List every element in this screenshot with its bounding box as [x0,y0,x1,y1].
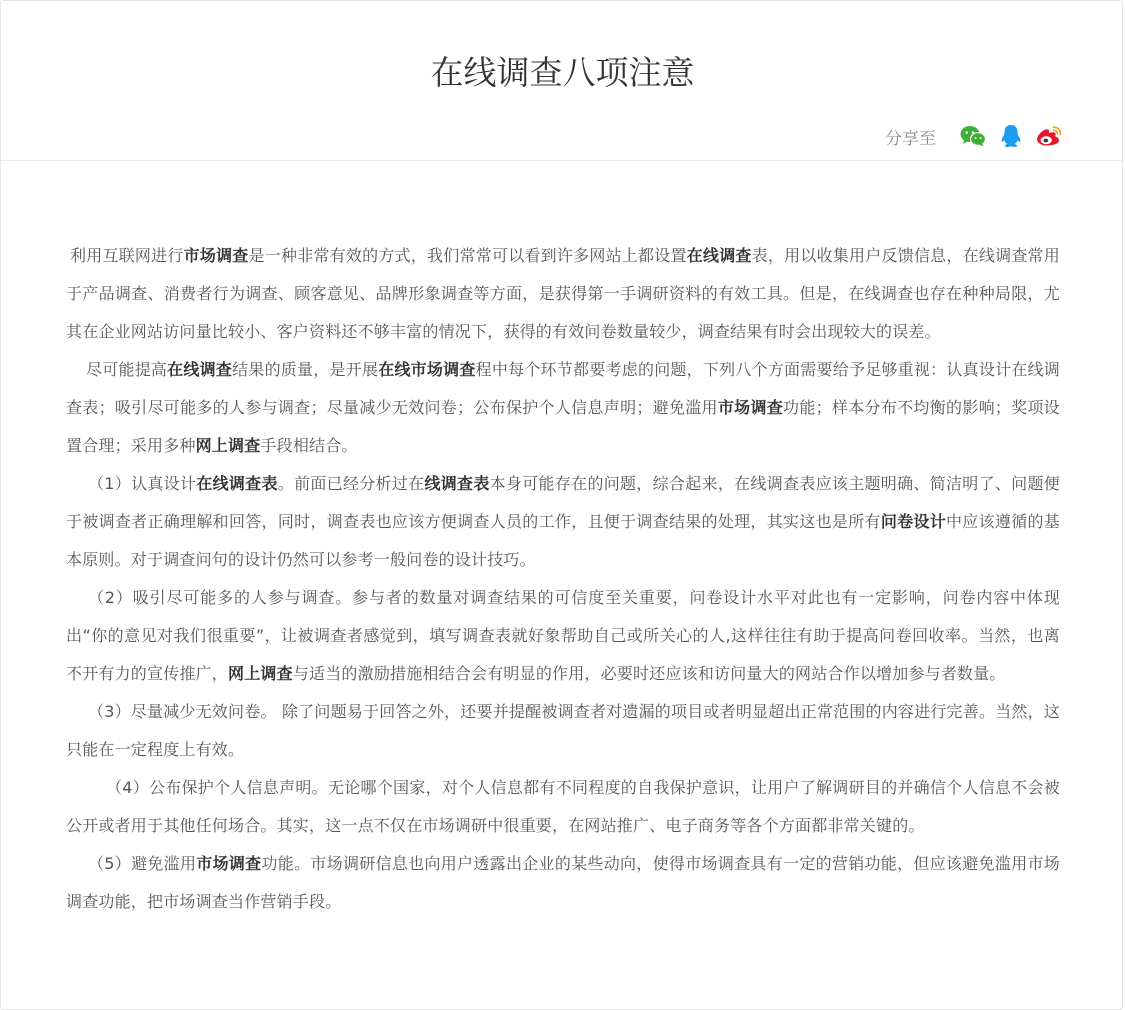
weibo-icon [1036,125,1062,147]
paragraph-text: 手段相结合。 [260,436,358,455]
paragraph-text: 程中每个环节都要考虑的问题，下列八个方面需要给予足够重视：认真设计在线调查表；吸引尽可能多的人参与调查；尽量减少无效问卷；公布保护个人信息声明；避免滥用 [66,360,1060,417]
article-header [1,1,1124,161]
keyword-link[interactable]: 线调查表 [424,474,490,493]
paragraph-text: 中应该遵循的基本原则。对于调查问句的设计仍然可以参考一般问卷的设计技巧。 [66,512,1060,569]
paragraph-text: 是一种非常有效的方式，我们常常可以看到许多网站上都设置 [248,246,687,265]
article-paragraph [66,351,1060,465]
paragraph-text: 利用互联网进行 [70,246,184,265]
paragraph-text: （3）尽量减少无效问卷。 除了问题易于回答之外，还要并提醒被调查者对遗漏的项目或者明显超出正常范围的内容进行完善。当然，这只能在一定程度上有效。 [66,702,1060,759]
paragraph-text: （4）公布保护个人信息声明。无论哪个国家，对个人信息都有不同程度的自我保护意识，让用户了解调研目的并确信个人信息不会被公开或者用于其他任何场合。其实，这一点不仅在市场调研中很重要，在网站推广、电子商务等各个方面都非常关键的。 [66,778,1060,835]
share-bar [885,121,1064,151]
page-title: 在线调查八项注意 [430,53,695,92]
paragraph-text: 功能。市场调研信息也向用户透露出企业的某些动向，使得市场调查具有一定的营销功能，但应该避免滥用市场调查功能，把市场调查当作营销手段。 [66,854,1060,911]
share-qq-button[interactable] [996,121,1026,151]
paragraph-text: （2）吸引尽可能多的人参与调查。参与者的数量对调查结果的可信度至关重要，问卷设计水平对此也有一定影响，问卷内容中体现出“你的意见对我们很重要”，让被调查者感觉到，填写调查表就好象帮助自己或所关心的人,这样往往有助于提高问卷回收率。当然，也离不开有力的宣传推广， [66,588,1060,683]
keyword-link[interactable]: 问卷设计 [880,512,946,531]
keyword-link[interactable]: 在线调查表 [196,474,278,493]
article-paragraph [66,769,1060,845]
wechat-icon [960,125,986,147]
article-paragraph [66,237,1060,351]
paragraph-text: 尽可能提高 [86,360,168,379]
article-paragraph [66,465,1060,579]
keyword-link[interactable]: 网上调查 [195,436,261,455]
paragraph-text: 功能；样本分布不均衡的影响；奖项设置合理；采用多种 [66,398,1060,455]
keyword-link[interactable]: 市场调查 [717,398,784,417]
article-paragraph [66,845,1060,921]
keyword-link[interactable]: 市场调查 [183,246,249,265]
share-weibo-button[interactable] [1034,121,1064,151]
article-paragraph [66,693,1060,769]
paragraph-text: 本身可能存在的问题，综合起来，在线调查表应该主题明确、简洁明了、问题便于被调查者正确理解和回答，同时，调查表也应该方便调查人员的工作，且便于调查结果的处理，其实这也是所有 [66,474,1060,531]
keyword-link[interactable]: 在线调查 [167,360,233,379]
paragraph-text: （1）认真设计 [88,474,197,493]
paragraph-text: 表，用以收集用户反馈信息，在线调查常用于产品调查、消费者行为调查、顾客意见、品牌形象调查等方面，是获得第一手调研资料的有效工具。但是，在线调查也存在种种局限，尤其在企业网站访问量比较小、客户资料还不够丰富的情况下，获得的有效问卷数量较少，调查结果有时会出现较大的误差。 [66,246,1060,341]
paragraph-text: （5）避免滥用 [88,854,197,873]
share-wechat-button[interactable] [958,121,988,151]
share-label: 分享至 [885,128,936,149]
paragraph-text: 与适当的激励措施相结合会有明显的作用，必要时还应该和访问量大的网站合作以增加参与者数量。 [292,664,1006,683]
paragraph-text: 。前面已经分析过在 [277,474,425,493]
article-body [66,237,1060,921]
article-paragraph [66,579,1060,693]
keyword-link[interactable]: 网上调查 [228,664,293,683]
keyword-link[interactable]: 市场调查 [196,854,262,873]
keyword-link[interactable]: 在线调查 [686,246,752,265]
qq-icon [1000,124,1022,148]
paragraph-text: 结果的质量，是开展 [232,360,379,379]
keyword-link[interactable]: 在线市场调查 [378,360,476,379]
